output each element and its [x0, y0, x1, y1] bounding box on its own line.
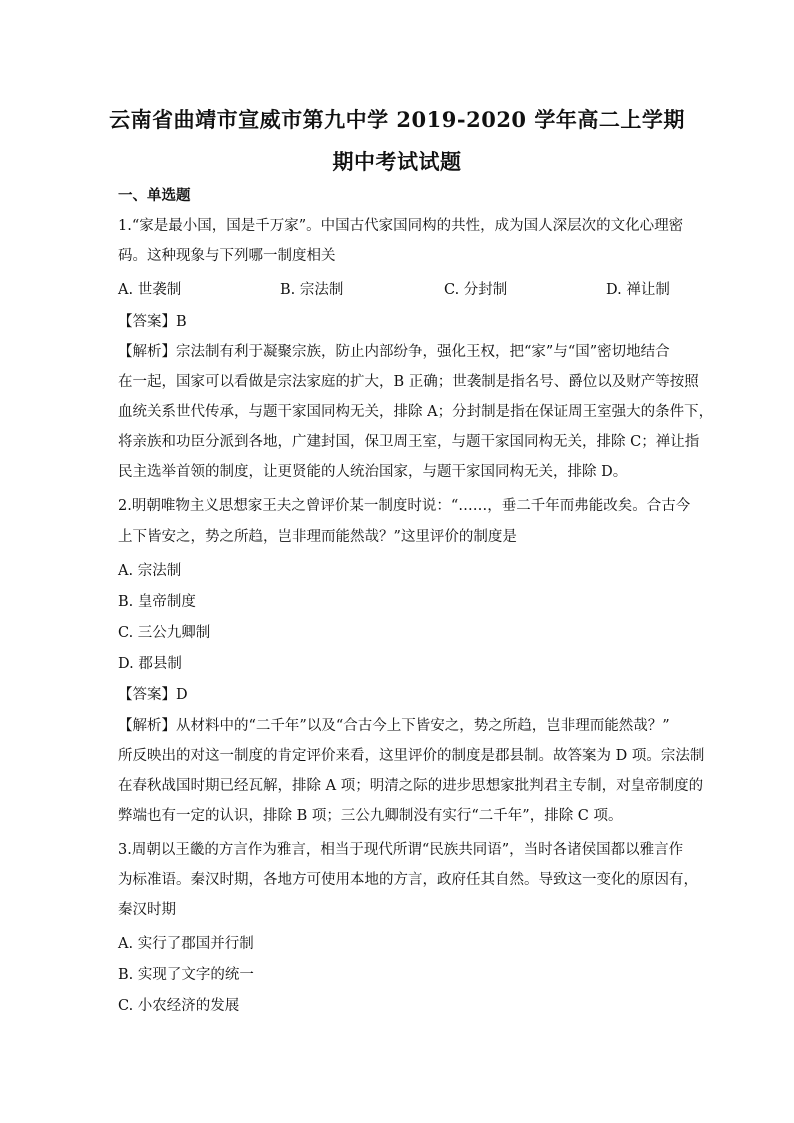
- q1-analysis-line: 将亲族和功臣分派到各地，广建封国，保卫周王室，与题干家国同构无关，排除 C；禅让指: [118, 434, 700, 450]
- q3-option-a: A. 实行了郡国并行制: [118, 936, 254, 952]
- q2-analysis-line: 【解析】从材料中的“二千年”以及“合古今上下皆安之，势之所趋，岂非理而能然哉？”: [118, 718, 670, 734]
- q3-stem-line: 3.周朝以王畿的方言作为雅言，相当于现代所谓“民族共同语”，当时各诸侯国都以雅言作: [118, 842, 684, 858]
- q1-analysis-line: 民主选举首领的制度，让更贤能的人统治国家，与题干家国同构无关，排除 D。: [118, 464, 628, 480]
- q1-analysis-line: 在一起，国家可以看做是宗法家庭的扩大，B 正确；世袭制是指名号、爵位以及财产等按照: [118, 374, 699, 390]
- section-heading: 一、单选题: [118, 187, 191, 204]
- q2-analysis-line: 所反映出的对这一制度的肯定评价来看，这里评价的制度是郡县制。故答案为 D 项。宗法制: [118, 748, 705, 764]
- q2-stem-line: 上下皆安之，势之所趋，岂非理而能然哉？”这里评价的制度是: [118, 529, 517, 545]
- q1-option-c: C. 分封制: [444, 282, 508, 298]
- q3-option-c: C. 小农经济的发展: [118, 998, 240, 1014]
- q2-analysis-line: 在春秋战国时期已经瓦解，排除 A 项；明清之际的进步思想家批判君主专制，对皇帝制度的: [118, 778, 704, 794]
- q3-option-b: B. 实现了文字的统一: [118, 967, 254, 983]
- q2-stem-line: 2.明朝唯物主义思想家王夫之曾评价某一制度时说：“……，垂二千年而弗能改矣。合古今: [118, 498, 691, 514]
- document-title-line1: 云南省曲靖市宣威市第九中学 2019-2020 学年高二上学期: [109, 107, 685, 132]
- q2-answer: 【答案】D: [118, 687, 188, 703]
- q2-option-d: D. 郡县制: [118, 656, 182, 672]
- q1-stem-line: 1.“家是最小国，国是千万家”。中国古代家国同构的共性，成为国人深层次的文化心理密: [118, 218, 684, 234]
- q2-option-b: B. 皇帝制度: [118, 594, 196, 610]
- q1-answer: 【答案】B: [118, 314, 187, 330]
- q1-stem-line: 码。这种现象与下列哪一制度相关: [118, 248, 336, 264]
- q1-option-d: D. 禅让制: [606, 282, 670, 298]
- q1-option-a: A. 世袭制: [118, 282, 182, 298]
- q2-option-a: A. 宗法制: [118, 563, 182, 579]
- q1-option-b: B. 宗法制: [280, 282, 344, 298]
- q2-analysis-line: 弊端也有一定的认识，排除 B 项；三公九卿制没有实行“二千年”，排除 C 项。: [118, 808, 623, 824]
- q2-option-c: C. 三公九卿制: [118, 625, 211, 641]
- q1-analysis-line: 血统关系世代传承，与题干家国同构无关，排除 A；分封制是指在保证周王室强大的条件下，: [118, 404, 714, 420]
- q3-stem-line: 秦汉时期: [118, 902, 176, 918]
- q1-analysis-line: 【解析】宗法制有利于凝聚宗族，防止内部纷争，强化王权，把“家”与“国”密切地结合: [118, 344, 670, 360]
- q3-stem-line: 为标准语。秦汉时期，各地方可使用本地的方言，政府任其自然。导致这一变化的原因有，: [118, 872, 698, 888]
- document-title-line2: 期中考试试题: [332, 149, 462, 174]
